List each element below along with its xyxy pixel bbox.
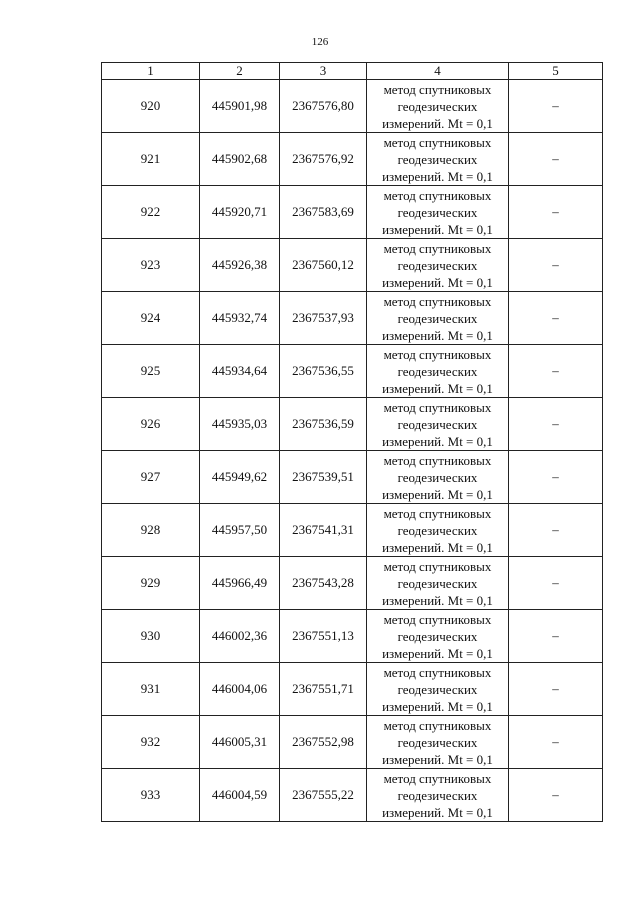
x-coordinate-cell: 446002,36 — [200, 610, 280, 663]
x-coordinate-cell: 445902,68 — [200, 133, 280, 186]
method-line: измерений. Mt = 0,1 — [382, 645, 493, 661]
point-number-cell: 921 — [102, 133, 200, 186]
note-cell: – — [509, 345, 603, 398]
x-coordinate-cell: 445920,71 — [200, 186, 280, 239]
method-line: геодезических — [397, 204, 478, 220]
x-coordinate-cell: 445926,38 — [200, 239, 280, 292]
coordinates-table — [101, 62, 603, 822]
method-cell — [367, 345, 509, 398]
header-cell: 2 — [200, 63, 280, 80]
method-line: геодезических — [397, 469, 478, 485]
method-line: измерений. Mt = 0,1 — [382, 486, 493, 502]
x-coordinate-cell: 445901,98 — [200, 80, 280, 133]
x-coordinate-cell: 445957,50 — [200, 504, 280, 557]
point-number-cell: 927 — [102, 451, 200, 504]
method-cell — [367, 610, 509, 663]
method-line: метод спутниковых — [383, 346, 492, 362]
method-line: измерений. Mt = 0,1 — [382, 168, 493, 184]
y-coordinate-cell: 2367576,92 — [280, 133, 367, 186]
method-line: геодезических — [397, 522, 478, 538]
y-coordinate-cell: 2367543,28 — [280, 557, 367, 610]
y-coordinate-cell: 2367576,80 — [280, 80, 367, 133]
point-number-cell: 923 — [102, 239, 200, 292]
method-cell — [367, 239, 509, 292]
method-line: метод спутниковых — [383, 240, 492, 256]
method-line: метод спутниковых — [383, 187, 492, 203]
method-line: измерений. Mt = 0,1 — [382, 698, 493, 714]
method-line: измерений. Mt = 0,1 — [382, 115, 493, 131]
method-line: метод спутниковых — [383, 452, 492, 468]
table-row — [102, 186, 603, 239]
point-number-cell: 931 — [102, 663, 200, 716]
note-cell: – — [509, 716, 603, 769]
table-row — [102, 557, 603, 610]
point-number-cell: 929 — [102, 557, 200, 610]
note-cell: – — [509, 557, 603, 610]
page-number: 126 — [311, 36, 329, 48]
table-row — [102, 80, 603, 133]
point-number-cell: 926 — [102, 398, 200, 451]
header-cell: 3 — [280, 63, 367, 80]
method-line: геодезических — [397, 416, 478, 432]
x-coordinate-cell: 446004,06 — [200, 663, 280, 716]
method-line: геодезических — [397, 628, 478, 644]
method-line: геодезических — [397, 310, 478, 326]
point-number-cell: 925 — [102, 345, 200, 398]
table-row — [102, 504, 603, 557]
header-cell: 5 — [509, 63, 603, 80]
method-line: измерений. Mt = 0,1 — [382, 327, 493, 343]
y-coordinate-cell: 2367555,22 — [280, 769, 367, 822]
method-line: геодезических — [397, 787, 478, 803]
table-row — [102, 239, 603, 292]
table-row — [102, 345, 603, 398]
method-line: измерений. Mt = 0,1 — [382, 221, 493, 237]
y-coordinate-cell: 2367536,55 — [280, 345, 367, 398]
method-cell — [367, 186, 509, 239]
table-row — [102, 663, 603, 716]
point-number-cell: 924 — [102, 292, 200, 345]
table-row — [102, 398, 603, 451]
y-coordinate-cell: 2367537,93 — [280, 292, 367, 345]
x-coordinate-cell: 446005,31 — [200, 716, 280, 769]
method-line: метод спутниковых — [383, 770, 492, 786]
method-cell — [367, 504, 509, 557]
method-line: геодезических — [397, 98, 478, 114]
table-row — [102, 769, 603, 822]
method-cell — [367, 80, 509, 133]
method-line: геодезических — [397, 681, 478, 697]
method-line: метод спутниковых — [383, 81, 492, 97]
point-number-cell: 928 — [102, 504, 200, 557]
y-coordinate-cell: 2367539,51 — [280, 451, 367, 504]
x-coordinate-cell: 445935,03 — [200, 398, 280, 451]
method-line: метод спутниковых — [383, 399, 492, 415]
method-line: геодезических — [397, 575, 478, 591]
table-row — [102, 610, 603, 663]
method-line: метод спутниковых — [383, 664, 492, 680]
table-row — [102, 451, 603, 504]
x-coordinate-cell: 445966,49 — [200, 557, 280, 610]
method-line: измерений. Mt = 0,1 — [382, 592, 493, 608]
note-cell: – — [509, 239, 603, 292]
y-coordinate-cell: 2367583,69 — [280, 186, 367, 239]
header-cell: 4 — [367, 63, 509, 80]
method-cell — [367, 292, 509, 345]
note-cell: – — [509, 451, 603, 504]
method-cell — [367, 557, 509, 610]
x-coordinate-cell: 445949,62 — [200, 451, 280, 504]
table-row — [102, 133, 603, 186]
method-cell — [367, 451, 509, 504]
table-row — [102, 716, 603, 769]
method-line: измерений. Mt = 0,1 — [382, 751, 493, 767]
header-row — [102, 63, 603, 80]
x-coordinate-cell: 446004,59 — [200, 769, 280, 822]
point-number-cell: 930 — [102, 610, 200, 663]
method-line: метод спутниковых — [383, 611, 492, 627]
method-cell — [367, 716, 509, 769]
x-coordinate-cell: 445932,74 — [200, 292, 280, 345]
x-coordinate-cell: 445934,64 — [200, 345, 280, 398]
method-cell — [367, 398, 509, 451]
point-number-cell: 922 — [102, 186, 200, 239]
header-cell: 1 — [102, 63, 200, 80]
y-coordinate-cell: 2367552,98 — [280, 716, 367, 769]
method-line: метод спутниковых — [383, 558, 492, 574]
method-line: метод спутниковых — [383, 717, 492, 733]
method-line: метод спутниковых — [383, 505, 492, 521]
method-cell — [367, 663, 509, 716]
y-coordinate-cell: 2367536,59 — [280, 398, 367, 451]
note-cell: – — [509, 610, 603, 663]
method-line: геодезических — [397, 734, 478, 750]
method-line: измерений. Mt = 0,1 — [382, 539, 493, 555]
table-body — [102, 80, 603, 822]
note-cell: – — [509, 186, 603, 239]
note-cell: – — [509, 398, 603, 451]
y-coordinate-cell: 2367551,71 — [280, 663, 367, 716]
note-cell: – — [509, 663, 603, 716]
note-cell: – — [509, 769, 603, 822]
note-cell: – — [509, 292, 603, 345]
method-line: геодезических — [397, 151, 478, 167]
point-number-cell: 920 — [102, 80, 200, 133]
table-row — [102, 292, 603, 345]
method-line: метод спутниковых — [383, 134, 492, 150]
method-cell — [367, 769, 509, 822]
method-line: измерений. Mt = 0,1 — [382, 274, 493, 290]
note-cell: – — [509, 504, 603, 557]
method-line: измерений. Mt = 0,1 — [382, 433, 493, 449]
method-line: геодезических — [397, 363, 478, 379]
y-coordinate-cell: 2367541,31 — [280, 504, 367, 557]
y-coordinate-cell: 2367551,13 — [280, 610, 367, 663]
note-cell: – — [509, 133, 603, 186]
method-cell — [367, 133, 509, 186]
method-line: метод спутниковых — [383, 293, 492, 309]
point-number-cell: 933 — [102, 769, 200, 822]
method-line: измерений. Mt = 0,1 — [382, 380, 493, 396]
note-cell: – — [509, 80, 603, 133]
y-coordinate-cell: 2367560,12 — [280, 239, 367, 292]
point-number-cell: 932 — [102, 716, 200, 769]
method-line: геодезических — [397, 257, 478, 273]
method-line: измерений. Mt = 0,1 — [382, 804, 493, 820]
